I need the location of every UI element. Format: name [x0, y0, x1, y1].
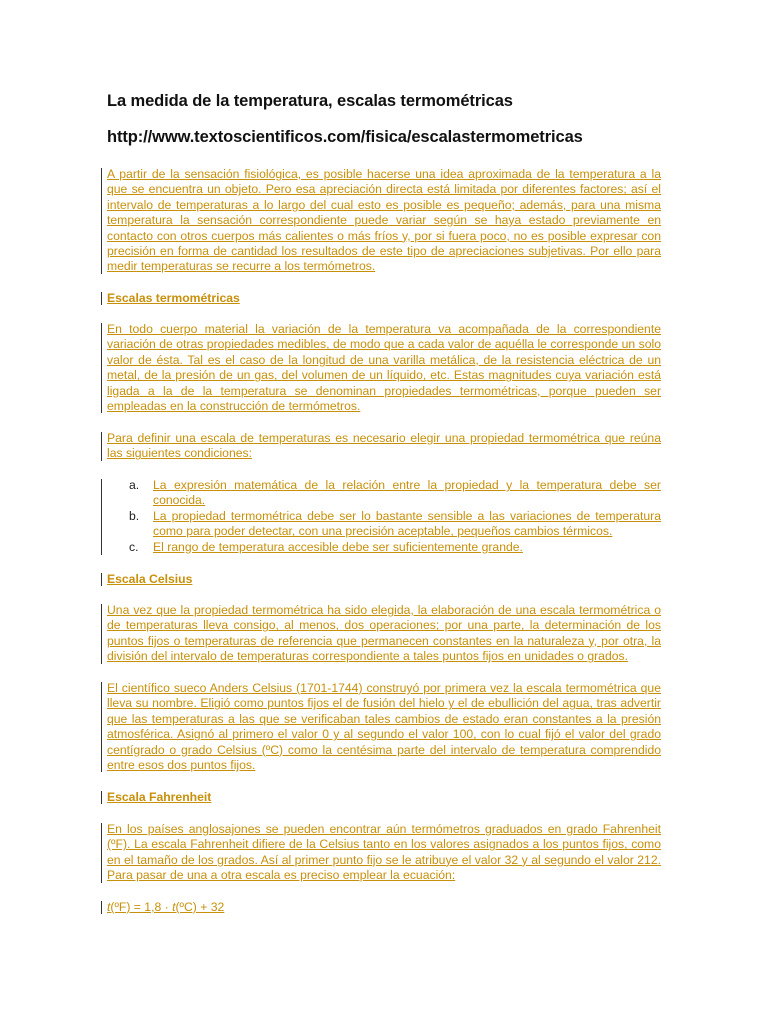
celsius-p2-block — [107, 681, 661, 773]
escalas-p2-block — [107, 431, 661, 462]
intro-paragraph[interactable]: A partir de la sensación fisiológica, es posible hacerse una idea aproximada de la temperatura a la que se encuentra un objeto. Pero esa apreciación directa está limitada por diferentes factores; así el intervalo de temperaturas a lo largo del cual esto es posible es pequeño; además, para una misma temperatura la sensación correspondiente puede variar según se haya estado previamente en contacto con otros cuerpos más calientes o más fríos y, por si fuera poco, no es posible expresar con precisión en forma de cantidad los resultados de este tipo de apreciaciones subjetivas. Por ello para medir temperaturas se recurre a los termómetros. — [107, 167, 661, 274]
condition-item — [129, 478, 661, 509]
celsius-heading[interactable]: Escala Celsius — [107, 572, 193, 586]
fahrenheit-heading-block — [107, 790, 661, 805]
condition-marker: a. — [129, 478, 140, 492]
fahrenheit-paragraph-1[interactable]: En los países anglosajones se pueden encontrar aún termómetros graduados en grado Fahrenheit (ºF). La escala Fahrenheit difiere de la Celsius tanto en los valores asignados a los puntos fijos, como en el tamaño de los grados. Así al primer punto fijo se le atribuye el valor 32 y al segundo el valor 212. Para pasar de una a otra escala es preciso emplear la ecuación: — [107, 822, 661, 883]
eq-var-t: t — [107, 900, 111, 914]
intro-block — [107, 167, 661, 275]
condition-item — [129, 509, 661, 540]
condition-marker: b. — [129, 508, 140, 523]
fahrenheit-heading[interactable]: Escala Fahrenheit — [107, 790, 212, 804]
escalas-paragraph-2[interactable]: Para definir una escala de temperaturas es necesario elegir una propiedad termométrica que reúna las siguientes condiciones: — [107, 431, 661, 461]
condition-text[interactable]: La expresión matemática de la relación entre la propiedad y la temperatura debe ser conocida. — [153, 478, 661, 508]
source-url: http://www.textoscientificos.com/fisica/escalastermometricas — [107, 128, 583, 146]
conditions-list — [129, 478, 661, 555]
page-title: La medida de la temperatura, escalas termométricas — [107, 92, 513, 110]
escalas-p1-block — [107, 322, 661, 414]
escalas-paragraph-1[interactable]: En todo cuerpo material la variación de la temperatura va acompañada de la correspondiente variación de otras propiedades medibles, de modo que a cada valor de aquélla le corresponde un solo valor de ésta. Tal es el caso de la longitud de una varilla metálica, de la resistencia eléctrica de un metal, de la presión de un gas, del volumen de un líquido, etc. Estas magnitudes cuya variación está ligada a la de la temperatura se denominan propiedades termométricas, porque pueden ser empleadas en la construcción de termómetros. — [107, 322, 661, 414]
equation-block — [107, 900, 661, 915]
celsius-p1-block — [107, 603, 661, 665]
condition-marker: c. — [129, 539, 139, 554]
celsius-paragraph-1[interactable]: Una vez que la propiedad termométrica ha sido elegida, la elaboración de una escala termométrica o de temperaturas lleva consigo, al menos, dos operaciones; por una parte, la determinación de los puntos fijos o temperaturas de referencia que permanecen constantes en la naturaleza y, por otra, la división del intervalo de temperaturas correspondiente a tales puntos fijos en unidades o grados. — [107, 603, 661, 664]
eq-part: (ºC) + 32 — [175, 900, 225, 914]
eq-var-t: t — [172, 900, 176, 914]
celsius-paragraph-2[interactable]: El científico sueco Anders Celsius (1701-1744) construyó por primera vez la escala termométrica que lleva su nombre. Eligió como puntos fijos el de fusión del hielo y el de ebullición del agua, tras advertir que las temperaturas a las que se verificaban tales cambios de estado eran constantes a la presión atmosférica. Asignó al primero el valor 0 y al segundo el valor 100, con lo cual fijó el valor del grado centígrado o grado Celsius (ºC) como la centésima parte del intervalo de temperatura comprendido entre esos dos puntos fijos. — [107, 681, 661, 773]
celsius-heading-block — [107, 572, 661, 587]
eq-part: (ºF) = 1,8 · — [110, 900, 173, 914]
escalas-heading[interactable]: Escalas termométricas — [107, 291, 240, 305]
condition-text[interactable]: La propiedad termométrica debe ser lo bastante sensible a las variaciones de temperatura como para poder detectar, con una precisión aceptable, pequeños cambios térmicos. — [153, 508, 661, 539]
conditions-list-block — [107, 478, 661, 556]
conversion-equation[interactable] — [107, 900, 661, 915]
condition-item — [129, 540, 661, 555]
escalas-heading-block — [107, 291, 661, 306]
condition-text[interactable]: El rango de temperatura accesible debe ser suficientemente grande. — [153, 539, 523, 554]
fahrenheit-p1-block — [107, 822, 661, 884]
